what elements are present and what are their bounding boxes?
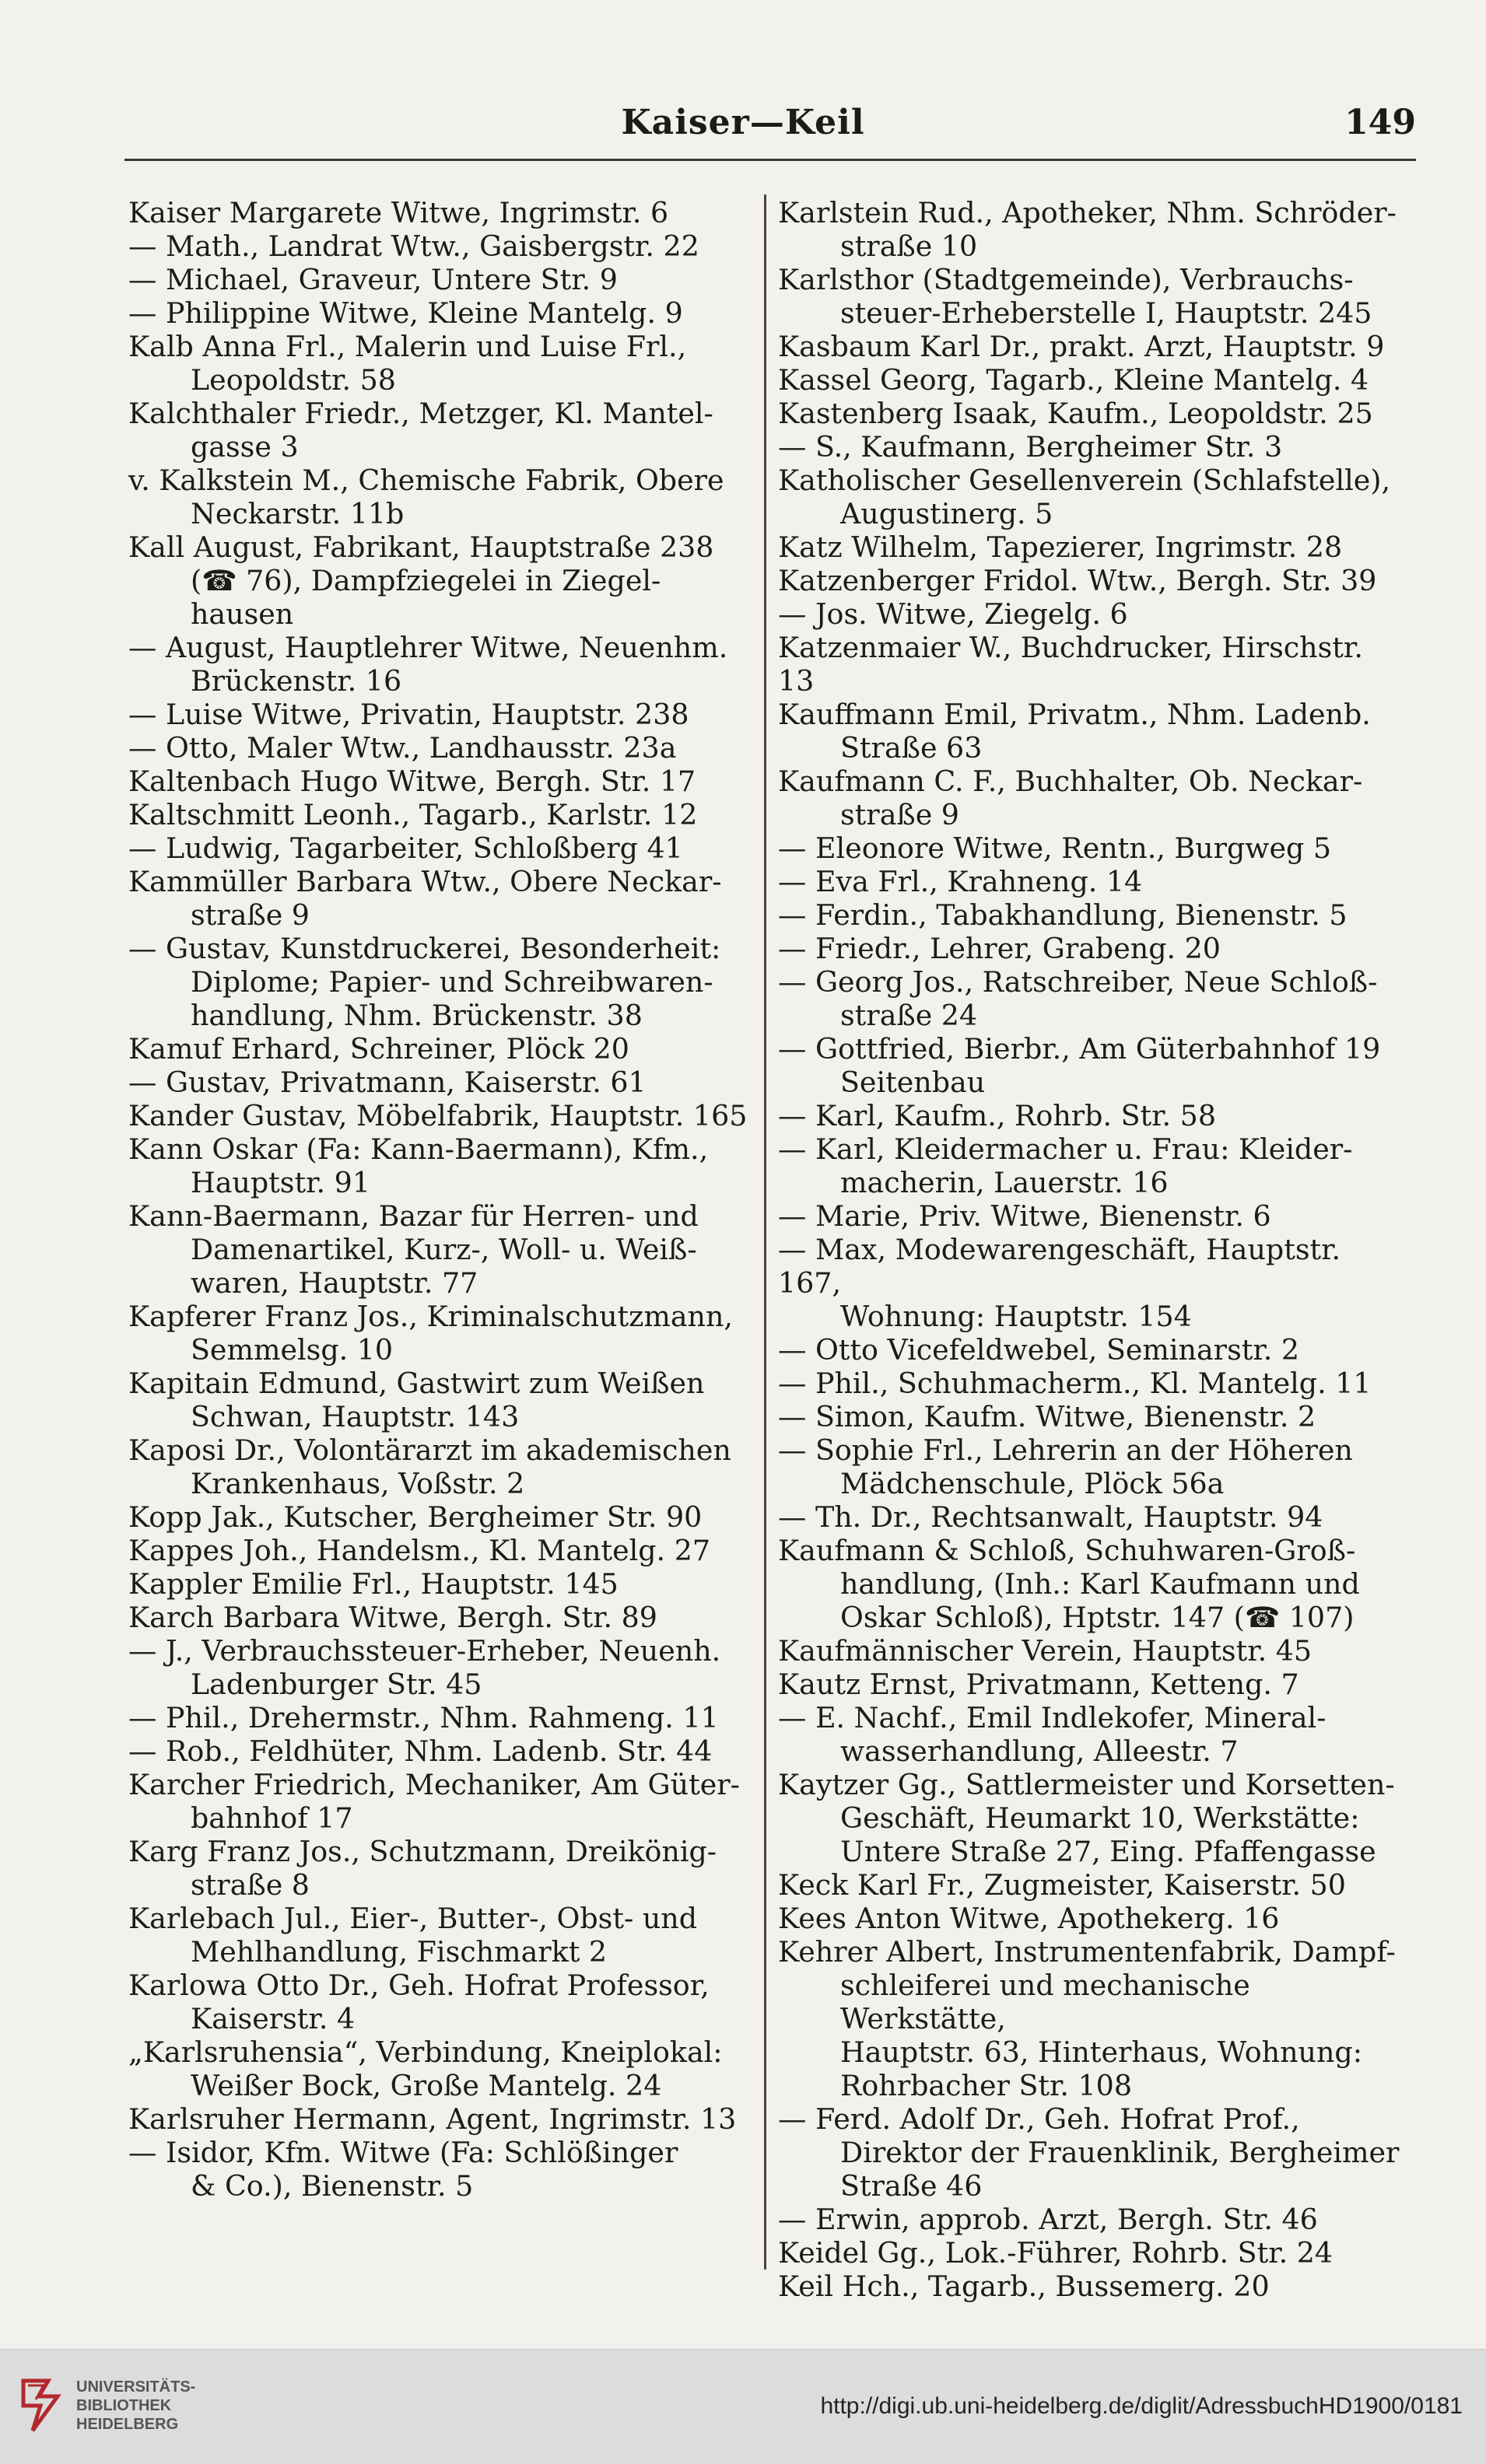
entry-line: Kaufmann C. F., Buchhalter, Ob. Neckar- xyxy=(778,765,1363,798)
entry-line: — Erwin, approb. Arzt, Bergh. Str. 46 xyxy=(778,2203,1318,2236)
entry-continuation-line: Geschäft, Heumarkt 10, Werkstätte: xyxy=(840,1801,1360,1835)
directory-entry xyxy=(128,1534,751,1567)
entry-line: Karch Barbara Witwe, Bergh. Str. 89 xyxy=(128,1601,657,1634)
entry-continuation-line: steuer-Erheberstelle I, Hauptstr. 245 xyxy=(840,296,1372,330)
directory-entry xyxy=(778,1400,1400,1433)
entry-line: Karlsruher Hermann, Agent, Ingrimstr. 13 xyxy=(128,2102,737,2136)
entry-continuation-line: Semmelsg. 10 xyxy=(191,1333,394,1367)
directory-entry xyxy=(128,1099,751,1132)
directory-entry xyxy=(778,1433,1400,1500)
directory-entry xyxy=(778,1233,1400,1333)
directory-entry xyxy=(128,2136,751,2203)
directory-entry xyxy=(778,1534,1400,1634)
entry-continuation-line: straße 24 xyxy=(840,999,978,1032)
directory-entry xyxy=(778,464,1400,530)
directory-entry xyxy=(128,698,751,731)
entry-line: Kees Anton Witwe, Apothekerg. 16 xyxy=(778,1902,1280,1935)
running-head xyxy=(0,103,1486,149)
entry-line: Kopp Jak., Kutscher, Bergheimer Str. 90 xyxy=(128,1500,703,1534)
library-name-line-2: BIBLIOTHEK xyxy=(76,2397,172,2414)
directory-entry xyxy=(128,2035,751,2102)
entry-line: — Marie, Priv. Witwe, Bienenstr. 6 xyxy=(778,1199,1271,1233)
directory-entry xyxy=(778,1668,1400,1701)
entry-continuation-line: macherin, Lauerstr. 16 xyxy=(840,1166,1169,1199)
source-url-link[interactable]: http://digi.ub.uni-heidelberg.de/diglit/AdressbuchHD1900/0181 xyxy=(820,2393,1463,2419)
entry-line: — Th. Dr., Rechtsanwalt, Hauptstr. 94 xyxy=(778,1500,1323,1534)
entry-line: — E. Nachf., Emil Indlekofer, Mineral- xyxy=(778,1701,1327,1734)
directory-entry xyxy=(778,196,1400,263)
entry-line: Kauffmann Emil, Privatm., Nhm. Ladenb. xyxy=(778,698,1371,731)
directory-entry xyxy=(778,1500,1400,1534)
directory-entry xyxy=(778,898,1400,932)
entry-line: Kautz Ernst, Privatmann, Ketteng. 7 xyxy=(778,1668,1299,1701)
entry-line: „Karlsruhensia“, Verbindung, Kneiplokal: xyxy=(128,2035,723,2069)
header-rule xyxy=(124,159,1416,161)
entry-line: — Eva Frl., Krahneng. 14 xyxy=(778,865,1143,898)
directory-entry xyxy=(128,330,751,397)
entry-continuation-line: Brückenstr. 16 xyxy=(191,664,402,698)
directory-entry xyxy=(128,464,751,530)
entry-continuation-line: Straße 46 xyxy=(840,2169,983,2203)
entry-line: Karlsthor (Stadtgemeinde), Verbrauchs- xyxy=(778,263,1354,296)
entry-line: Keck Karl Fr., Zugmeister, Kaiserstr. 50 xyxy=(778,1868,1346,1902)
entry-line: Keidel Gg., Lok.-Führer, Rohrb. Str. 24 xyxy=(778,2236,1334,2270)
directory-entry xyxy=(778,2270,1400,2303)
directory-entry xyxy=(778,831,1400,865)
directory-entry xyxy=(778,1768,1400,1868)
entry-line: — Eleonore Witwe, Rentn., Burgweg 5 xyxy=(778,831,1332,865)
directory-entry xyxy=(778,1902,1400,1935)
directory-entry xyxy=(128,731,751,765)
directory-entry xyxy=(778,564,1400,597)
entry-line: Kapferer Franz Jos., Kriminalschutzmann, xyxy=(128,1300,733,1333)
entry-line: — Jos. Witwe, Ziegelg. 6 xyxy=(778,597,1128,631)
directory-entry xyxy=(128,1701,751,1734)
entry-line: — Luise Witwe, Privatin, Hauptstr. 238 xyxy=(128,698,689,731)
directory-entry xyxy=(128,2102,751,2136)
entry-continuation-line: hausen xyxy=(191,597,294,631)
entry-line: Katzenberger Fridol. Wtw., Bergh. Str. 39 xyxy=(778,564,1377,597)
directory-entry xyxy=(128,1300,751,1367)
entry-line: Kaufmännischer Verein, Hauptstr. 45 xyxy=(778,1634,1313,1668)
directory-entry xyxy=(778,530,1400,564)
entry-line: — Karl, Kleidermacher u. Frau: Kleider- xyxy=(778,1132,1353,1166)
entry-continuation-line: Straße 63 xyxy=(840,731,983,765)
entry-continuation-line: Diplome; Papier- und Schreibwaren- xyxy=(191,965,713,999)
entry-continuation-line: & Co.), Bienenstr. 5 xyxy=(191,2169,474,2203)
directory-entry xyxy=(778,1333,1400,1367)
entry-line: — Phil., Drehermstr., Nhm. Rahmeng. 11 xyxy=(128,1701,719,1734)
entry-line: — Isidor, Kfm. Witwe (Fa: Schlößinger xyxy=(128,2136,678,2169)
directory-entry xyxy=(128,397,751,464)
entry-line: Karlowa Otto Dr., Geh. Hofrat Professor, xyxy=(128,1969,710,2002)
directory-entry xyxy=(778,430,1400,464)
directory-entry xyxy=(128,1601,751,1634)
entry-continuation-line: Weißer Bock, Große Mantelg. 24 xyxy=(191,2069,662,2102)
library-logo-icon xyxy=(17,2375,67,2437)
entry-continuation-line: Untere Straße 27, Eing. Pfaffengasse xyxy=(840,1835,1376,1868)
directory-entry xyxy=(128,1132,751,1199)
entry-line: Kaiser Margarete Witwe, Ingrimstr. 6 xyxy=(128,196,669,229)
directory-entry xyxy=(128,831,751,865)
entry-continuation-line: Mädchenschule, Plöck 56a xyxy=(840,1467,1225,1500)
column-divider xyxy=(764,194,766,2270)
library-name-line-1: UNIVERSITÄTS- xyxy=(76,2378,196,2396)
entry-line: — Ferd. Adolf Dr., Geh. Hofrat Prof., xyxy=(778,2102,1300,2136)
entry-continuation-line: straße 9 xyxy=(840,798,959,831)
entry-line: — Rob., Feldhüter, Nhm. Ladenb. Str. 44 xyxy=(128,1734,713,1768)
left-column xyxy=(128,196,751,2203)
directory-entry xyxy=(778,1701,1400,1768)
directory-entry xyxy=(128,296,751,330)
directory-entry xyxy=(128,530,751,631)
directory-entry xyxy=(778,1199,1400,1233)
entry-line: — Gustav, Kunstdruckerei, Besonderheit: xyxy=(128,932,721,965)
directory-entry xyxy=(778,1099,1400,1132)
entry-line: — Philippine Witwe, Kleine Mantelg. 9 xyxy=(128,296,683,330)
directory-entry xyxy=(128,1969,751,2035)
entry-line: Kapitain Edmund, Gastwirt zum Weißen xyxy=(128,1367,705,1400)
entry-line: — Gustav, Privatmann, Kaiserstr. 61 xyxy=(128,1066,647,1099)
directory-entry xyxy=(128,1734,751,1768)
directory-entry xyxy=(778,1132,1400,1199)
entry-line: — J., Verbrauchssteuer-Erheber, Neuenh. xyxy=(128,1634,721,1668)
directory-entry xyxy=(778,932,1400,965)
directory-entry xyxy=(128,1199,751,1300)
right-column xyxy=(778,196,1400,2303)
directory-entry xyxy=(128,1433,751,1500)
entry-line: — Math., Landrat Wtw., Gaisbergstr. 22 xyxy=(128,229,699,263)
entry-line: — Simon, Kaufm. Witwe, Bienenstr. 2 xyxy=(778,1400,1316,1433)
directory-entry xyxy=(778,263,1400,330)
entry-continuation-line: Wohnung: Hauptstr. 154 xyxy=(840,1300,1192,1333)
directory-entry xyxy=(128,1902,751,1969)
directory-entry xyxy=(778,330,1400,363)
entry-line: Kaufmann & Schloß, Schuhwaren-Groß- xyxy=(778,1534,1356,1567)
entry-line: — Georg Jos., Ratschreiber, Neue Schloß- xyxy=(778,965,1378,999)
entry-line: Karcher Friedrich, Mechaniker, Am Güter- xyxy=(128,1768,740,1801)
directory-entry xyxy=(778,397,1400,430)
entry-continuation-line: Krankenhaus, Voßstr. 2 xyxy=(191,1467,525,1500)
entry-continuation-line: waren, Hauptstr. 77 xyxy=(191,1266,478,1300)
directory-entry xyxy=(778,1935,1400,2102)
directory-entry xyxy=(128,1634,751,1701)
entry-line: — Karl, Kaufm., Rohrb. Str. 58 xyxy=(778,1099,1216,1132)
entry-line: Kalb Anna Frl., Malerin und Luise Frl., xyxy=(128,330,687,363)
entry-continuation-line: wasserhandlung, Alleestr. 7 xyxy=(840,1734,1239,1768)
entry-continuation-line: Oskar Schloß), Hptstr. 147 (☎ 107) xyxy=(840,1601,1355,1634)
directory-entry xyxy=(778,631,1400,698)
directory-entry xyxy=(778,1868,1400,1902)
directory-entry xyxy=(128,631,751,698)
entry-line: — Max, Modewarengeschäft, Hauptstr. 167, xyxy=(778,1233,1341,1300)
library-name xyxy=(76,2378,195,2434)
entry-line: Katz Wilhelm, Tapezierer, Ingrimstr. 28 xyxy=(778,530,1343,564)
directory-entry xyxy=(128,1567,751,1601)
entry-continuation-line: Direktor der Frauenklinik, Bergheimer xyxy=(840,2136,1400,2169)
directory-entry xyxy=(778,2236,1400,2270)
entry-line: — Phil., Schuhmacherm., Kl. Mantelg. 11 xyxy=(778,1367,1372,1400)
entry-line: Karg Franz Jos., Schutzmann, Dreikönig- xyxy=(128,1835,717,1868)
directory-entry xyxy=(128,1367,751,1433)
library-name-line-3: HEIDELBERG xyxy=(76,2416,179,2433)
entry-continuation-line: Schwan, Hauptstr. 143 xyxy=(191,1400,520,1433)
entry-line: Kann-Baermann, Bazar für Herren- und xyxy=(128,1199,699,1233)
entry-continuation-line: handlung, Nhm. Brückenstr. 38 xyxy=(191,999,643,1032)
entry-continuation-line: (☎ 76), Dampfziegelei in Ziegel- xyxy=(191,564,661,597)
entry-continuation-line: schleiferei und mechanische Werkstätte, xyxy=(840,1969,1250,2035)
entry-line: Kander Gustav, Möbelfabrik, Hauptstr. 165 xyxy=(128,1099,748,1132)
entry-continuation-line: Leopoldstr. 58 xyxy=(191,363,396,397)
entry-line: Kaposi Dr., Volontärarzt im akademischen xyxy=(128,1433,731,1467)
entry-line: — Ludwig, Tagarbeiter, Schloßberg 41 xyxy=(128,831,683,865)
directory-entry xyxy=(128,798,751,831)
entry-line: — August, Hauptlehrer Witwe, Neuenhm. xyxy=(128,631,728,664)
entry-line: Kaytzer Gg., Sattlermeister und Korsetten- xyxy=(778,1768,1395,1801)
entry-line: — S., Kaufmann, Bergheimer Str. 3 xyxy=(778,430,1283,464)
directory-entry xyxy=(778,865,1400,898)
entry-continuation-line: Hauptstr. 91 xyxy=(191,1166,370,1199)
entry-line: Kann Oskar (Fa: Kann-Baermann), Kfm., xyxy=(128,1132,709,1166)
entry-continuation-line: Damenartikel, Kurz-, Woll- u. Weiß- xyxy=(191,1233,697,1266)
entry-line: Katzenmaier W., Buchdrucker, Hirschstr. 13 xyxy=(778,631,1363,698)
entry-continuation-line: Ladenburger Str. 45 xyxy=(191,1668,482,1701)
directory-entry xyxy=(128,1500,751,1534)
entry-continuation-line: bahnhof 17 xyxy=(191,1801,353,1835)
directory-entry xyxy=(128,1835,751,1902)
directory-entry xyxy=(778,1032,1400,1099)
entry-line: Kammüller Barbara Wtw., Obere Neckar- xyxy=(128,865,722,898)
entry-line: — Sophie Frl., Lehrerin an der Höheren xyxy=(778,1433,1353,1467)
directory-entry xyxy=(128,1768,751,1835)
entry-line: v. Kalkstein M., Chemische Fabrik, Obere xyxy=(128,464,724,497)
entry-line: — Friedr., Lehrer, Grabeng. 20 xyxy=(778,932,1221,965)
entry-line: Kappler Emilie Frl., Hauptstr. 145 xyxy=(128,1567,619,1601)
directory-entry xyxy=(778,1634,1400,1668)
entry-line: — Otto Vicefeldwebel, Seminarstr. 2 xyxy=(778,1333,1300,1367)
entry-line: Katholischer Gesellenverein (Schlafstelle), xyxy=(778,464,1391,497)
entry-line: Keil Hch., Tagarb., Bussemerg. 20 xyxy=(778,2270,1270,2303)
entry-line: — Ferdin., Tabakhandlung, Bienenstr. 5 xyxy=(778,898,1348,932)
directory-entry xyxy=(778,2203,1400,2236)
entry-continuation-line: straße 8 xyxy=(191,1868,310,1902)
entry-line: Kastenberg Isaak, Kaufm., Leopoldstr. 25 xyxy=(778,397,1373,430)
entry-continuation-line: handlung, (Inh.: Karl Kaufmann und xyxy=(840,1567,1360,1601)
entry-line: Kasbaum Karl Dr., prakt. Arzt, Hauptstr. 9 xyxy=(778,330,1385,363)
entry-line: Kamuf Erhard, Schreiner, Plöck 20 xyxy=(128,1032,629,1066)
entry-line: Kaltschmitt Leonh., Tagarb., Karlstr. 12 xyxy=(128,798,698,831)
directory-entry xyxy=(778,363,1400,397)
entry-line: — Gottfried, Bierbr., Am Güterbahnhof 19 xyxy=(778,1032,1381,1066)
entry-line: Kehrer Albert, Instrumentenfabrik, Dampf- xyxy=(778,1935,1396,1969)
entry-continuation-line: Hauptstr. 63, Hinterhaus, Wohnung: xyxy=(840,2035,1362,2069)
entry-line: Kappes Joh., Handelsm., Kl. Mantelg. 27 xyxy=(128,1534,710,1567)
entry-continuation-line: Seitenbau xyxy=(840,1066,986,1099)
entry-line: — Michael, Graveur, Untere Str. 9 xyxy=(128,263,618,296)
entry-continuation-line: straße 9 xyxy=(191,898,310,932)
entry-line: Kaltenbach Hugo Witwe, Bergh. Str. 17 xyxy=(128,765,696,798)
entry-continuation-line: gasse 3 xyxy=(191,430,299,464)
entry-line: — Otto, Maler Wtw., Landhausstr. 23a xyxy=(128,731,677,765)
viewer-footer xyxy=(0,2349,1486,2464)
directory-entry xyxy=(128,765,751,798)
entry-continuation-line: Kaiserstr. 4 xyxy=(191,2002,356,2035)
entry-continuation-line: Neckarstr. 11b xyxy=(191,497,405,530)
entry-line: Karlstein Rud., Apotheker, Nhm. Schröder- xyxy=(778,196,1397,229)
page-number: 149 xyxy=(1344,103,1416,142)
entry-continuation-line: Mehlhandlung, Fischmarkt 2 xyxy=(191,1935,608,1969)
directory-entry xyxy=(128,1032,751,1066)
directory-entry xyxy=(778,698,1400,765)
directory-entry xyxy=(128,196,751,229)
directory-entry xyxy=(778,597,1400,631)
directory-entry xyxy=(128,263,751,296)
page-title: Kaiser—Keil xyxy=(621,103,865,142)
entry-continuation-line: Augustinerg. 5 xyxy=(840,497,1053,530)
directory-entry xyxy=(778,965,1400,1032)
directory-entry xyxy=(128,865,751,932)
directory-entry xyxy=(778,2102,1400,2203)
entry-line: Karlebach Jul., Eier-, Butter-, Obst- und xyxy=(128,1902,698,1935)
directory-entry xyxy=(128,932,751,1032)
entry-continuation-line: straße 10 xyxy=(840,229,978,263)
entry-line: Kassel Georg, Tagarb., Kleine Mantelg. 4 xyxy=(778,363,1369,397)
directory-entry xyxy=(778,1367,1400,1400)
directory-entry xyxy=(128,229,751,263)
entry-line: Kall August, Fabrikant, Hauptstraße 238 xyxy=(128,530,714,564)
directory-entry xyxy=(128,1066,751,1099)
entry-line: Kalchthaler Friedr., Metzger, Kl. Mantel- xyxy=(128,397,713,430)
entry-continuation-line: Rohrbacher Str. 108 xyxy=(840,2069,1132,2102)
directory-entry xyxy=(778,765,1400,831)
